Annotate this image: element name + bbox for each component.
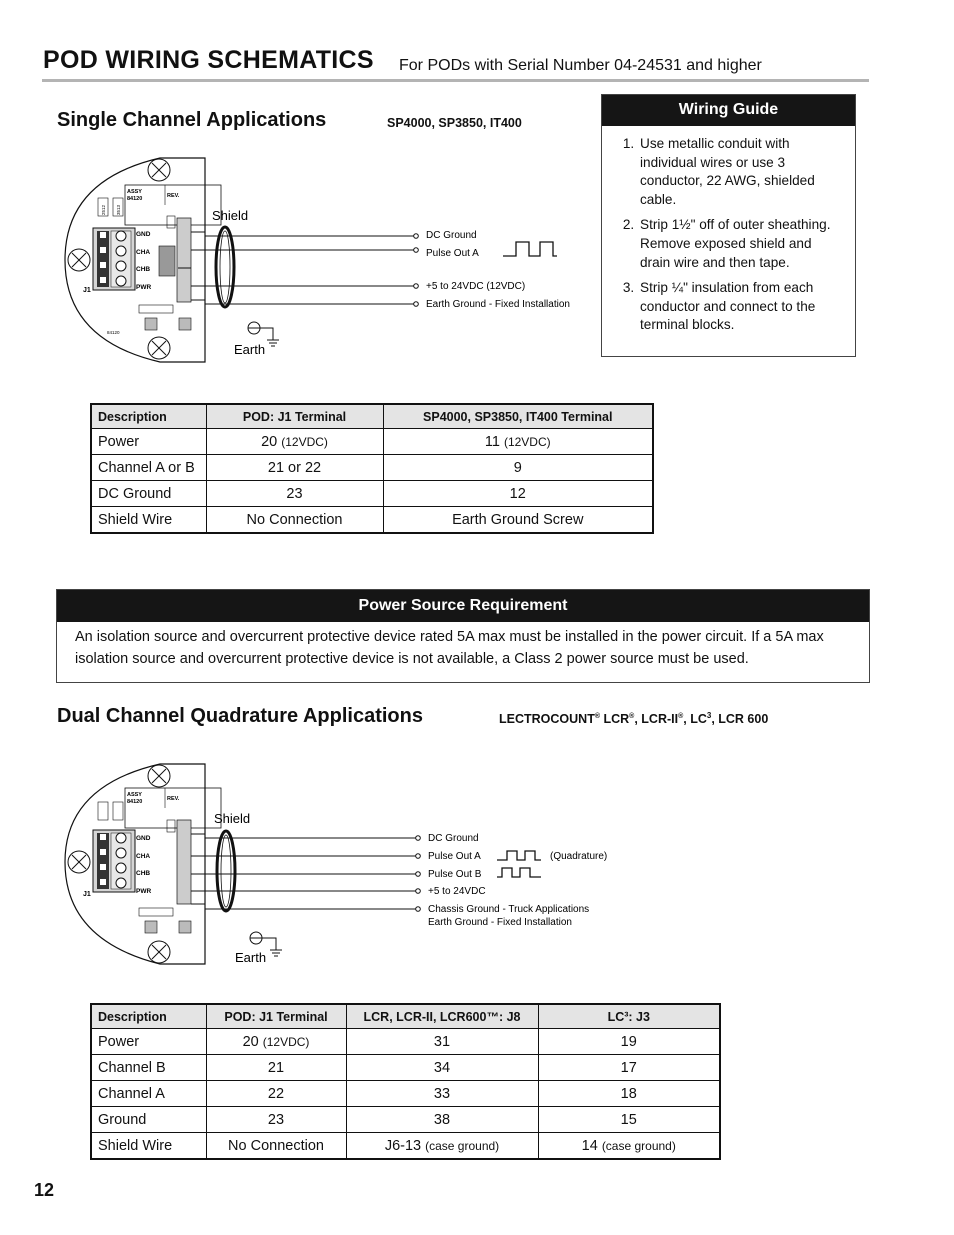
mounting-hole-bottom (148, 941, 170, 963)
table-header: Description (91, 1004, 206, 1029)
pulse-a-waveform-icon (497, 851, 541, 860)
shield-label: Shield (212, 208, 249, 223)
wire-terminal-dot (416, 872, 421, 877)
table-cell: Channel A or B (91, 455, 206, 481)
board-label: REV. (167, 193, 180, 199)
table-cell (206, 1029, 346, 1055)
table-cell: Shield Wire (91, 1133, 206, 1160)
wiring-guide-box (601, 94, 856, 357)
dual-channel-table (90, 1003, 721, 1160)
table-cell: DC Ground (91, 481, 206, 507)
table-cell: 31 (346, 1029, 538, 1055)
cell-note: (12VDC) (503, 434, 551, 449)
registered-mark: ® (678, 713, 684, 720)
table-cell (206, 429, 383, 455)
terminal-label-pwr: PWR (136, 284, 152, 291)
terminal-label-pwr: PWR (136, 888, 152, 895)
wiring-guide-title: Wiring Guide (602, 95, 855, 126)
title-rule (42, 79, 869, 82)
table-header: POD: J1 Terminal (206, 404, 383, 429)
table-cell: 18 (538, 1081, 720, 1107)
table-cell: No Connection (206, 507, 383, 534)
wire-label-power: +5 to 24VDC (12VDC) (426, 281, 526, 292)
table-header: POD: J1 Terminal (206, 1004, 346, 1029)
wire-label-pulse-out-b: Pulse Out B (428, 869, 482, 880)
table-cell: 34 (346, 1055, 538, 1081)
table-row (91, 429, 653, 455)
page-title: POD WIRING SCHEMATICS (43, 46, 374, 74)
wire-terminal-dot (414, 248, 419, 253)
table-cell (538, 1133, 720, 1160)
board-label: 84120 (127, 799, 143, 805)
cell-note: (case ground) (425, 1138, 500, 1153)
table-cell: Channel A (91, 1081, 206, 1107)
dual-channel-wiring-diagram (55, 758, 635, 973)
wire-label-dc-ground: DC Ground (428, 833, 479, 844)
table-cell (383, 429, 653, 455)
dual-channel-models (499, 711, 768, 726)
single-channel-models: SP4000, SP3850, IT400 (387, 116, 522, 130)
cell-value: 20 (261, 433, 278, 450)
table-header: SP4000, SP3850, IT400 Terminal (383, 404, 653, 429)
models-text: LCR (600, 712, 630, 727)
power-source-box (56, 589, 870, 683)
wire-label-dc-ground: DC Ground (426, 230, 477, 241)
table-cell: Power (91, 1029, 206, 1055)
wire-label-power: +5 to 24VDC (428, 886, 486, 897)
wire-label-earth-ground: Earth Ground - Fixed Installation (426, 299, 570, 310)
superscript: 3 (706, 711, 712, 720)
wire-label-pulse-out-a: Pulse Out A (428, 851, 481, 862)
table-row (91, 455, 653, 481)
single-channel-table (90, 403, 654, 534)
single-channel-wiring-diagram (55, 150, 595, 370)
models-text: LECTROCOUNT (499, 712, 595, 727)
models-text: , LC (683, 712, 707, 727)
mounting-hole-left (68, 851, 90, 873)
table-cell: 23 (206, 1107, 346, 1133)
connector-label-j1: J1 (83, 891, 91, 898)
registered-mark: ® (594, 713, 600, 720)
board-label: 3513 (116, 204, 121, 215)
table-header: LCR, LCR-II, LCR600™: J8 (346, 1004, 538, 1029)
cell-value: 14 (581, 1137, 598, 1154)
pulse-waveform-icon (503, 242, 557, 256)
board-label: 84120 (127, 196, 143, 202)
table-row (91, 1133, 720, 1160)
terminal-label-cha: CHA (136, 249, 151, 256)
table-cell: 23 (206, 481, 383, 507)
table-cell: Ground (91, 1107, 206, 1133)
table-row (91, 1081, 720, 1107)
table-header: LC³: J3 (538, 1004, 720, 1029)
wiring-guide-list (602, 135, 855, 335)
terminal-label-cha: CHA (136, 853, 151, 860)
terminal-label-chb: CHB (136, 870, 151, 877)
board-label: REV. (167, 796, 180, 802)
board-part-number: 84120 (107, 330, 120, 335)
mounting-hole-top (148, 765, 170, 787)
table-header-row (91, 1004, 720, 1029)
cell-value: J6-13 (384, 1137, 422, 1154)
terminal-label-chb: CHB (136, 266, 151, 273)
table-cell: 38 (346, 1107, 538, 1133)
table-row (91, 507, 653, 534)
wiring-guide-step: 3. Strip ¼" insulation from each conductor and connect to the terminal blocks. (638, 279, 841, 335)
wire-terminal-dot (416, 907, 421, 912)
board-label: 2512 (101, 204, 106, 215)
table-row (91, 1107, 720, 1133)
power-source-text: An isolation source and overcurrent protective device rated 5A max must be installed in the power circuit. If a 5A max isolation source and overcurrent protective device is not available, a Class 2 power source must be used. (75, 629, 824, 667)
wire-label-chassis-ground: Chassis Ground - Truck Applications (428, 904, 590, 915)
cell-note: (12VDC) (281, 434, 328, 449)
shield-label: Shield (214, 811, 251, 826)
terminal-block-j1 (93, 228, 135, 290)
table-header-row (91, 404, 653, 429)
wire-label-earth-ground: Earth Ground - Fixed Installation (428, 917, 572, 928)
wiring-guide-step: 2. Strip 1½" off of outer sheathing. Remove exposed shield and drain wire and then tape. (638, 216, 841, 272)
table-cell: 33 (346, 1081, 538, 1107)
table-cell: Power (91, 429, 206, 455)
registered-mark: ® (629, 713, 635, 720)
mounting-hole-bottom (148, 337, 170, 359)
table-row (91, 1055, 720, 1081)
table-cell (346, 1133, 538, 1160)
earth-label: Earth (235, 950, 267, 965)
cell-value: 20 (242, 1033, 259, 1050)
models-text: , LCR 600 (711, 712, 769, 727)
power-source-title: Power Source Requirement (57, 590, 869, 622)
table-cell: Earth Ground Screw (383, 507, 653, 534)
single-channel-heading: Single Channel Applications (57, 109, 327, 131)
table-row (91, 1029, 720, 1055)
table-cell: 21 or 22 (206, 455, 383, 481)
table-cell: No Connection (206, 1133, 346, 1160)
table-cell: 22 (206, 1081, 346, 1107)
terminal-block-j1 (93, 830, 135, 892)
table-cell: 21 (206, 1055, 346, 1081)
wire-terminal-dot (414, 284, 419, 289)
table-cell: 9 (383, 455, 653, 481)
table-cell: 17 (538, 1055, 720, 1081)
cell-note: (case ground) (601, 1138, 676, 1153)
mounting-hole-top (148, 159, 170, 181)
terminal-label-gnd: GND (136, 835, 151, 842)
wire-label-pulse-out-a: Pulse Out A (426, 248, 479, 259)
wire-terminal-dot (414, 302, 419, 307)
wire-terminal-dot (414, 234, 419, 239)
mounting-hole-left (68, 249, 90, 271)
wire-terminal-dot (416, 836, 421, 841)
table-header: Description (91, 404, 206, 429)
table-cell: 15 (538, 1107, 720, 1133)
cell-value: 11 (484, 433, 500, 450)
table-cell: Channel B (91, 1055, 206, 1081)
table-cell: 19 (538, 1029, 720, 1055)
quadrature-label: (Quadrature) (550, 851, 608, 862)
table-cell: Shield Wire (91, 507, 206, 534)
terminal-label-gnd: GND (136, 231, 151, 238)
table-row (91, 481, 653, 507)
wiring-guide-step: 1. Use metallic conduit with individual wires or use 3 conductor, 22 AWG, shielded cable. (638, 135, 841, 209)
models-text: , LCR-II (634, 712, 679, 727)
wire-terminal-dot (416, 889, 421, 894)
cell-note: (12VDC) (262, 1034, 310, 1049)
page-subtitle: For PODs with Serial Number 04-24531 and higher (399, 57, 762, 74)
table-cell: 12 (383, 481, 653, 507)
connector-label-j1: J1 (83, 287, 91, 294)
wire-terminal-dot (416, 854, 421, 859)
page-number: 12 (34, 1180, 55, 1200)
board-label: ASSY (127, 792, 142, 798)
dual-channel-heading: Dual Channel Quadrature Applications (57, 705, 423, 727)
earth-label: Earth (234, 342, 266, 357)
pulse-b-waveform-icon (497, 868, 541, 877)
board-label: ASSY (127, 189, 142, 195)
